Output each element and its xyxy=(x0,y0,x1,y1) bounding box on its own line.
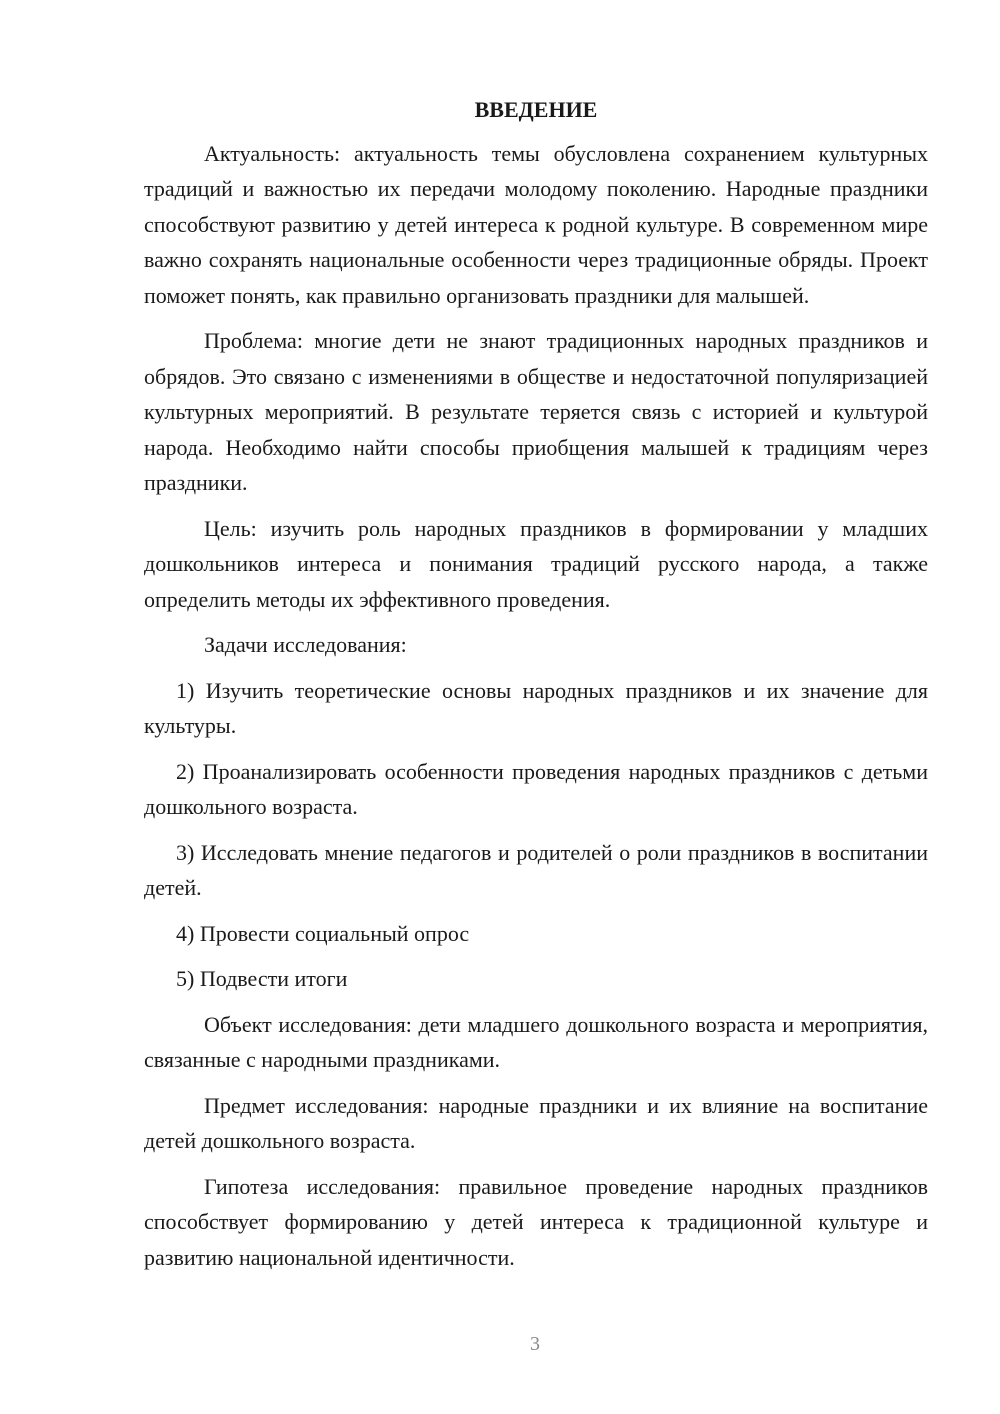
relevance-paragraph: Актуальность: актуальность темы обусловлена сохранением культурных традиций и важностью их передачи молодому поколению. Народные праздники способствуют развитию у детей интереса к родной культуре. В современном мире важно сохранять национальные особенности через традиционные обряды. Проект поможет понять, как правильно организовать праздники для малышей. xyxy=(144,140,928,308)
task-item-4: 4) Провести социальный опрос xyxy=(176,920,470,946)
tasks-heading: Задачи исследования: xyxy=(204,632,407,657)
task-item-5: 5) Подвести итоги xyxy=(176,966,348,991)
task-item-3: 3) Исследовать мнение педагогов и родителей о роли праздников в воспитании детей. xyxy=(144,839,928,900)
subject-paragraph: Предмет исследования: народные праздники и их влияние на воспитание детей дошкольного возраста. xyxy=(144,1092,928,1153)
hypothesis-paragraph: Гипотеза исследования: правильное проведение народных праздников способствует формированию у детей интереса к традиционной культуре и развитию национальной идентичности. xyxy=(144,1173,928,1270)
document-body xyxy=(144,92,928,1285)
task-item-2: 2) Проанализировать особенности проведения народных праздников с детьми дошкольного возраста. xyxy=(144,758,928,819)
task-item-1: 1) Изучить теоретические основы народных праздников и их значение для культуры. xyxy=(144,677,928,738)
page-number: 3 xyxy=(530,1333,540,1355)
problem-paragraph: Проблема: многие дети не знают традиционных народных праздников и обрядов. Это связано с изменениями в обществе и недостаточной популяризацией культурных мероприятий. В результате теряется связь с историей и культурой народа. Необходимо найти способы приобщения малышей к традициям через праздники. xyxy=(144,328,928,495)
object-paragraph: Объект исследования: дети младшего дошкольного возраста и мероприятия, связанные с народными праздниками. xyxy=(144,1011,928,1072)
page-title: ВВЕДЕНИЕ xyxy=(474,97,598,122)
goal-paragraph: Цель: изучить роль народных праздников в формировании у младших дошкольников интереса и понимания традиций русского народа, а также определить методы их эффективного проведения. xyxy=(144,515,928,612)
